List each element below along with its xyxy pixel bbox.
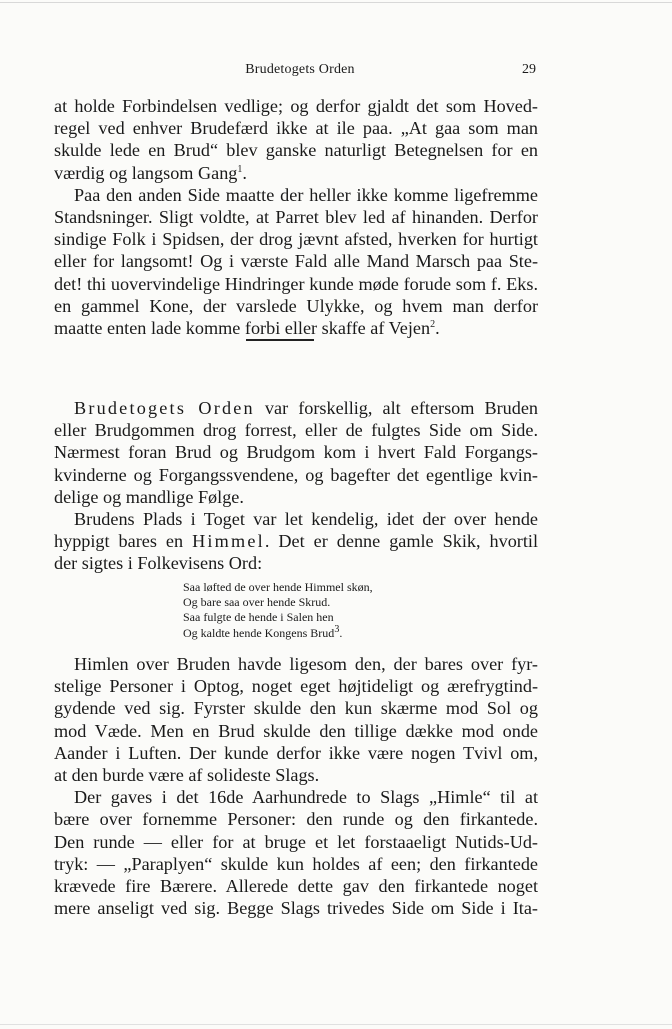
text-line: tryk: — „Paraplyen“ skulde kun holdes af een; den firkantede: [54, 853, 538, 874]
text-line: mod Væde. Men en Brud skulde den tillige dække mod onde: [54, 720, 538, 741]
spaced-heading-word: Brudetogets Orden: [74, 398, 255, 418]
text-line: Nærmest foran Brud og Brudgom kom i hvert Fald Forgangs-: [54, 442, 538, 463]
text-line: krævede fire Bærere. Allerede dette gav den firkantede noget: [54, 876, 538, 897]
running-header: [0, 62, 672, 82]
text-line: eller for langsomt! Og i værste Fald alle Mand Marsch paa Ste-: [54, 251, 538, 272]
spaced-word-himmel: Himmel: [192, 531, 265, 552]
top-edge-line: [0, 2, 672, 3]
text-line: regel ved enhver Brudefærd ikke at ile paa. „At gaa som man: [54, 118, 538, 139]
text-line: mere anseligt ved sig. Begge Slags trivedes Side om Side i Ita-: [54, 898, 538, 919]
verse-line: Saa løfted de over hende Himmel skøn,: [183, 580, 373, 594]
text-line: hyppigt bares en Himmel. Det er denne gamle Skik, hvortil: [54, 531, 538, 552]
verse-line: Saa fulgte de hende i Salen hen: [183, 610, 334, 625]
verse-line: Og bare saa over hende Skrud.: [183, 595, 331, 610]
text-line: en gammel Kone, der varslede Ulykke, og hvem man derfor: [54, 295, 538, 316]
text-line: gydende ved sig. Fyrster skulde den kun skærme mod Sol og: [54, 698, 538, 719]
text-line: skulde lede en Brud“ blev ganske naturligt Betegnelsen for en: [54, 140, 538, 161]
paragraph-block-2: [54, 397, 538, 575]
text-line: at holde Forbindelsen vedlige; og derfor gjaldt det som Hoved-: [54, 96, 538, 116]
text-line: maatte enten lade komme forbi eller skaffe af Vejen$^2$.: [54, 318, 440, 339]
text-line: stelige Personer i Optog, noget eget højtideligt og ærefrygtind-: [54, 676, 538, 697]
text-line: Standsninger. Sligt voldte, at Parret blev led af hinanden. Derfor: [54, 207, 538, 228]
text-line: Der gaves i det 16de Aarhundrede to Slags „Himle“ til at: [74, 787, 538, 808]
bottom-edge-line: [0, 1024, 672, 1025]
text-line: delige og mandlige Følge.: [54, 486, 244, 507]
text-line: Brudetogets Orden var forskellig, alt eftersom Bruden: [74, 398, 539, 418]
footnote-marker: 3: [334, 623, 340, 635]
verse-quote: [183, 580, 373, 641]
text-line: Himlen over Bruden havde ligesom den, der bares over fyr-: [74, 654, 538, 674]
verse-line: Og kaldte hende Kongens Brud$^3$.: [183, 623, 343, 640]
text-line: Den runde — eller for at bruge et let forstaaeligt Nutids-Ud-: [54, 831, 538, 852]
text-line: at den burde være af solideste Slags.: [54, 765, 320, 786]
text-line: bære over fornemme Personer: den runde og den firkantede.: [54, 809, 538, 830]
text-line: der sigtes i Folkevisens Ord:: [54, 553, 263, 574]
paragraph-block-3: [54, 653, 538, 919]
text-line: værdig og langsom Gang$^1$.: [54, 162, 247, 183]
text-line: det! thi uovervindelige Hindringer kunde møde forude som f. Eks.: [54, 273, 538, 294]
page-number: 29: [522, 62, 536, 77]
text-line: Aander i Luften. Der kunde derfor ikke være nogen Tvivl om,: [54, 742, 538, 763]
footnote-marker: 1: [237, 163, 243, 175]
paragraph-block-1: [54, 95, 538, 339]
section-divider: [246, 339, 314, 341]
text-line: Paa den anden Side maatte der heller ikke komme ligefremme: [74, 184, 538, 205]
text-line: eller Brudgommen drog forrest, eller de fulgtes Side om Side.: [54, 420, 538, 441]
text-line: kvinderne og Forgangssvendene, og bagefter det egentlige kvin-: [54, 464, 538, 485]
text-line: sindige Folk i Spidsen, der drog jævnt afsted, hverken for hurtigt: [54, 229, 538, 250]
footnote-marker: 2: [430, 318, 436, 330]
text-line: Brudens Plads i Toget var let kendelig, idet der over hende: [74, 509, 538, 530]
running-title: Brudetogets Orden: [245, 62, 355, 77]
